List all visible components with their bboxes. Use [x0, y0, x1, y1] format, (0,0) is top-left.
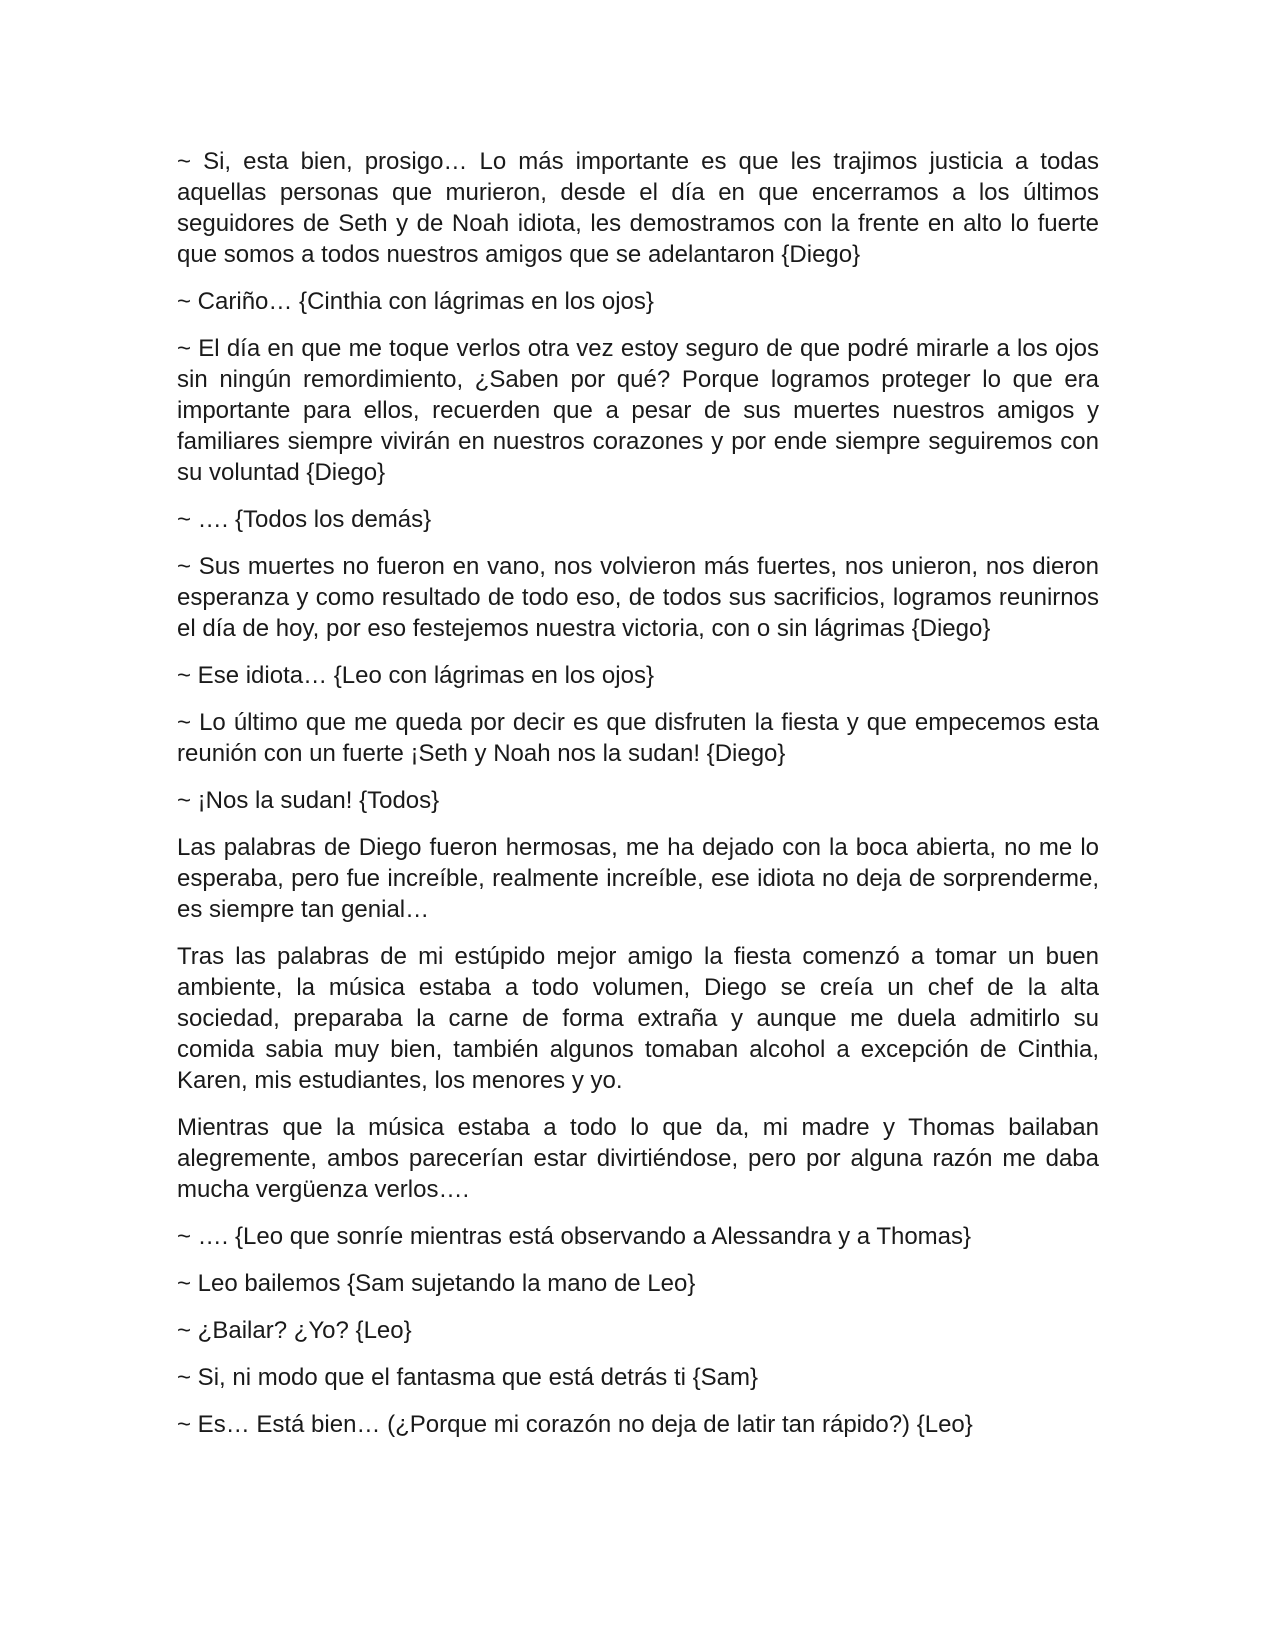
paragraph-sam-bailemos: ~ Leo bailemos {Sam sujetando la mano de Leo}: [177, 1270, 696, 1297]
paragraph-diego-remordimiento: ~ El día en que me toque verlos otra vez estoy seguro de que podré mirarle a los ojos sin ningún remordimiento, ¿Saben por qué? Porque logramos proteger lo que era importante para ellos, recuerden que a pesar de sus muertes nuestros amigos y familiares siempre vivirán en nuestros corazones y por ende siempre seguiremos con su voluntad {Diego}: [177, 335, 1099, 486]
paragraph-todos-sudan: ~ ¡Nos la sudan! {Todos}: [177, 787, 440, 814]
paragraph-diego-muertes: ~ Sus muertes no fueron en vano, nos volvieron más fuertes, nos unieron, nos dieron esperanza y como resultado de todo eso, de todos sus sacrificios, logramos reunirnos el día de hoy, por eso festejemos nuestra victoria, con o sin lágrimas {Diego}: [177, 553, 1099, 642]
body-text: [177, 146, 1099, 1456]
paragraph-diego-fiesta: ~ Lo último que me queda por decir es que disfruten la fiesta y que empecemos esta reunión con un fuerte ¡Seth y Noah nos la sudan! {Diego}: [177, 709, 1099, 767]
paragraph-sam-fantasma: ~ Si, ni modo que el fantasma que está detrás ti {Sam}: [177, 1364, 759, 1391]
paragraph-leo-bailar: ~ ¿Bailar? ¿Yo? {Leo}: [177, 1317, 412, 1344]
paragraph-leo-idiota: ~ Ese idiota… {Leo con lágrimas en los ojos}: [177, 662, 654, 689]
paragraph-narration-palabras: Las palabras de Diego fueron hermosas, me ha dejado con la boca abierta, no me lo esperaba, pero fue increíble, realmente increíble, ese idiota no deja de sorprenderme, es siempre tan genial…: [177, 834, 1099, 923]
paragraph-leo-sonrie: ~ …. {Leo que sonríe mientras está observando a Alessandra y a Thomas}: [177, 1223, 972, 1250]
paragraph-diego-justice: ~ Si, esta bien, prosigo… Lo más importante es que les trajimos justicia a todas aquellas personas que murieron, desde el día en que encerramos a los últimos seguidores de Seth y de Noah idiota, les demostramos con la frente en alto lo fuerte que somos a todos nuestros amigos que se adelantaron {Diego}: [177, 148, 1099, 268]
paragraph-todos-silence: ~ …. {Todos los demás}: [177, 506, 432, 533]
paragraph-cinthia-carino: ~ Cariño… {Cinthia con lágrimas en los ojos}: [177, 288, 654, 315]
paragraph-narration-ambiente: Tras las palabras de mi estúpido mejor amigo la fiesta comenzó a tomar un buen ambiente, la música estaba a todo volumen, Diego se creía un chef de la alta sociedad, preparaba la carne de forma extraña y aunque me duela admitirlo su comida sabia muy bien, también algunos tomaban alcohol a excepción de Cinthia, Karen, mis estudiantes, los menores y yo.: [177, 943, 1099, 1094]
paragraph-narration-baile: Mientras que la música estaba a todo lo que da, mi madre y Thomas bailaban alegremente, ambos parecerían estar divirtiéndose, pero por alguna razón me daba mucha vergüenza verlos….: [177, 1114, 1099, 1203]
paragraph-leo-corazon: ~ Es… Está bien… (¿Porque mi corazón no deja de latir tan rápido?) {Leo}: [177, 1411, 973, 1438]
